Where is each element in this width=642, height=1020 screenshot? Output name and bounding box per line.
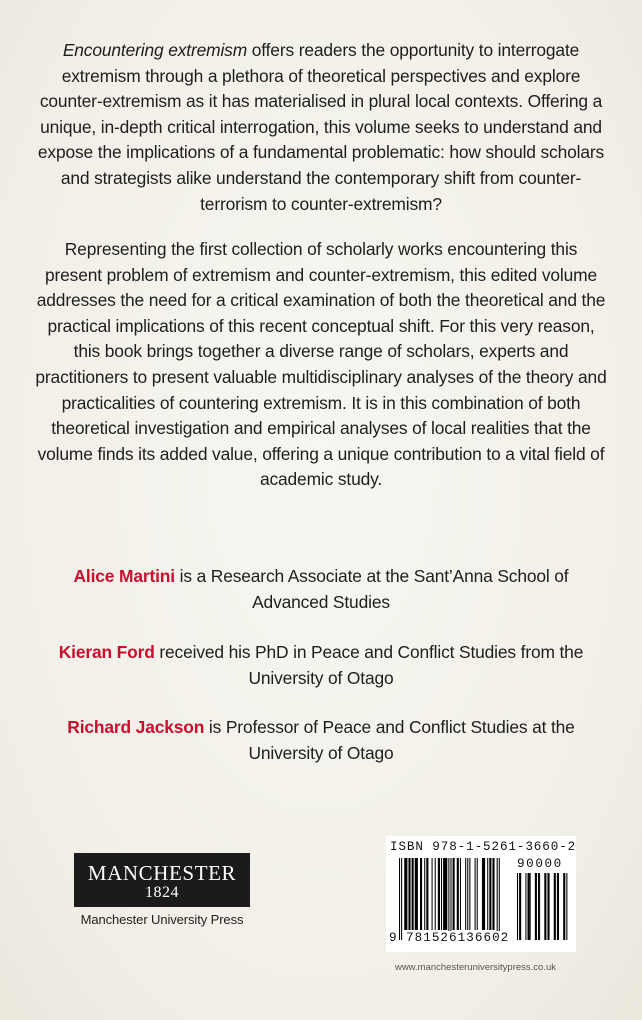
addon-bar xyxy=(528,873,530,940)
barcode-bar xyxy=(424,858,425,930)
barcode-bar xyxy=(492,858,494,930)
guard-bar xyxy=(399,858,400,940)
blurb-paragraph-2: Representing the first collection of scholarly works encountering this present problem of extremism and counter-extremism, this edited volume addresses the need for a critical examination of both the theoretical and the practical implications of this recent conceptual shift. For this very reason, this book brings together a diverse range of scholars, experts and practitioners to present valuable multidisciplinary analyses of the theory and practicalities of countering extremism. It is in this combination of both theoretical investigation and empirical analyses of local realities that the volume finds its added value, offering a unique contribution to a vital field of academic study. xyxy=(35,239,607,490)
addon-bar xyxy=(558,873,559,940)
addon-bar xyxy=(547,873,548,940)
barcode-bar xyxy=(489,858,491,930)
barcode-bar xyxy=(435,858,436,930)
author-bio-text: received his PhD in Peace and Conflict Studies from the University of Otago xyxy=(154,642,584,688)
barcode-bar xyxy=(477,858,478,930)
barcode-bar xyxy=(465,858,466,930)
addon-bar xyxy=(549,873,550,940)
guard-bar xyxy=(499,858,500,940)
author-name: Alice Martini xyxy=(73,566,175,586)
author-bio-2 xyxy=(34,640,608,691)
blurb-paragraph-1-text: offers readers the opportunity to interrogate extremism through a plethora of theoretical perspectives and explore counter-extremism as it has materialised in plural local contexts. Offering a unique, in-depth critical interrogation, this volume seeks to understand and expose the implications of a fundamental problematic: how should scholars and strategists alike understand the contemporary shift from counter-terrorism to counter-extremism? xyxy=(37,40,605,214)
barcode-bar xyxy=(438,858,440,930)
isbn-barcode xyxy=(386,836,576,952)
addon-bar xyxy=(539,873,540,940)
barcode-bar xyxy=(408,858,410,930)
addon-bar xyxy=(525,873,526,940)
author-bio-text: is a Research Associate at the Sant’Anna School of Advanced Studies xyxy=(174,566,569,612)
publisher-logo xyxy=(74,853,250,907)
barcode-bar xyxy=(475,858,476,930)
addon-bar xyxy=(557,873,558,940)
barcode-bar xyxy=(432,858,433,930)
addon-bar xyxy=(544,873,546,940)
addon-bar xyxy=(530,873,531,940)
guard-bar xyxy=(497,858,498,940)
isbn-label: ISBN 978-1-5261-3660-2 xyxy=(390,840,577,854)
barcode-bar xyxy=(441,858,442,930)
barcode-bar xyxy=(453,858,455,930)
barcode-bar xyxy=(457,858,459,930)
publisher-logo-year: 1824 xyxy=(145,884,179,901)
author-name: Richard Jackson xyxy=(67,717,205,737)
author-bio-3 xyxy=(34,715,608,766)
barcode-bar xyxy=(415,858,418,930)
addon-bar xyxy=(566,873,567,940)
barcode-bar xyxy=(487,858,488,930)
barcode-bar xyxy=(482,858,485,930)
barcode-bar xyxy=(467,858,468,930)
addon-bar xyxy=(554,873,556,940)
publisher-website: www.manchesteruniversitypress.co.uk xyxy=(394,962,556,973)
barcode-addon-digits: 90000 xyxy=(517,857,563,871)
publisher-logo-name: MANCHESTER xyxy=(87,861,237,885)
barcode-bar xyxy=(469,858,470,930)
guard-bar xyxy=(450,858,451,940)
barcode-bar xyxy=(412,858,414,930)
author-bio-1 xyxy=(34,564,608,615)
barcode-bar xyxy=(443,858,447,930)
barcode-bar xyxy=(420,858,422,930)
ean-first-digit: 9 xyxy=(389,931,397,945)
addon-bar xyxy=(519,873,521,940)
author-bio-text: is Professor of Peace and Conflict Studies at the University of Otago xyxy=(204,717,575,763)
addon-bar xyxy=(517,873,518,940)
author-name: Kieran Ford xyxy=(58,642,155,662)
guard-bar xyxy=(401,858,402,940)
barcode-bar xyxy=(426,858,428,930)
barcode-bar xyxy=(404,858,407,930)
addon-bar xyxy=(538,873,539,940)
addon-bar xyxy=(535,873,537,940)
book-title-italic: Encountering extremism xyxy=(62,40,248,60)
barcode-bar xyxy=(460,858,461,930)
blurb-paragraph-1 xyxy=(34,38,608,217)
addon-bar xyxy=(563,873,565,940)
guard-bar xyxy=(448,858,449,940)
ean-digits: 781526136602 xyxy=(406,931,510,945)
publisher-name: Manchester University Press xyxy=(80,912,244,927)
